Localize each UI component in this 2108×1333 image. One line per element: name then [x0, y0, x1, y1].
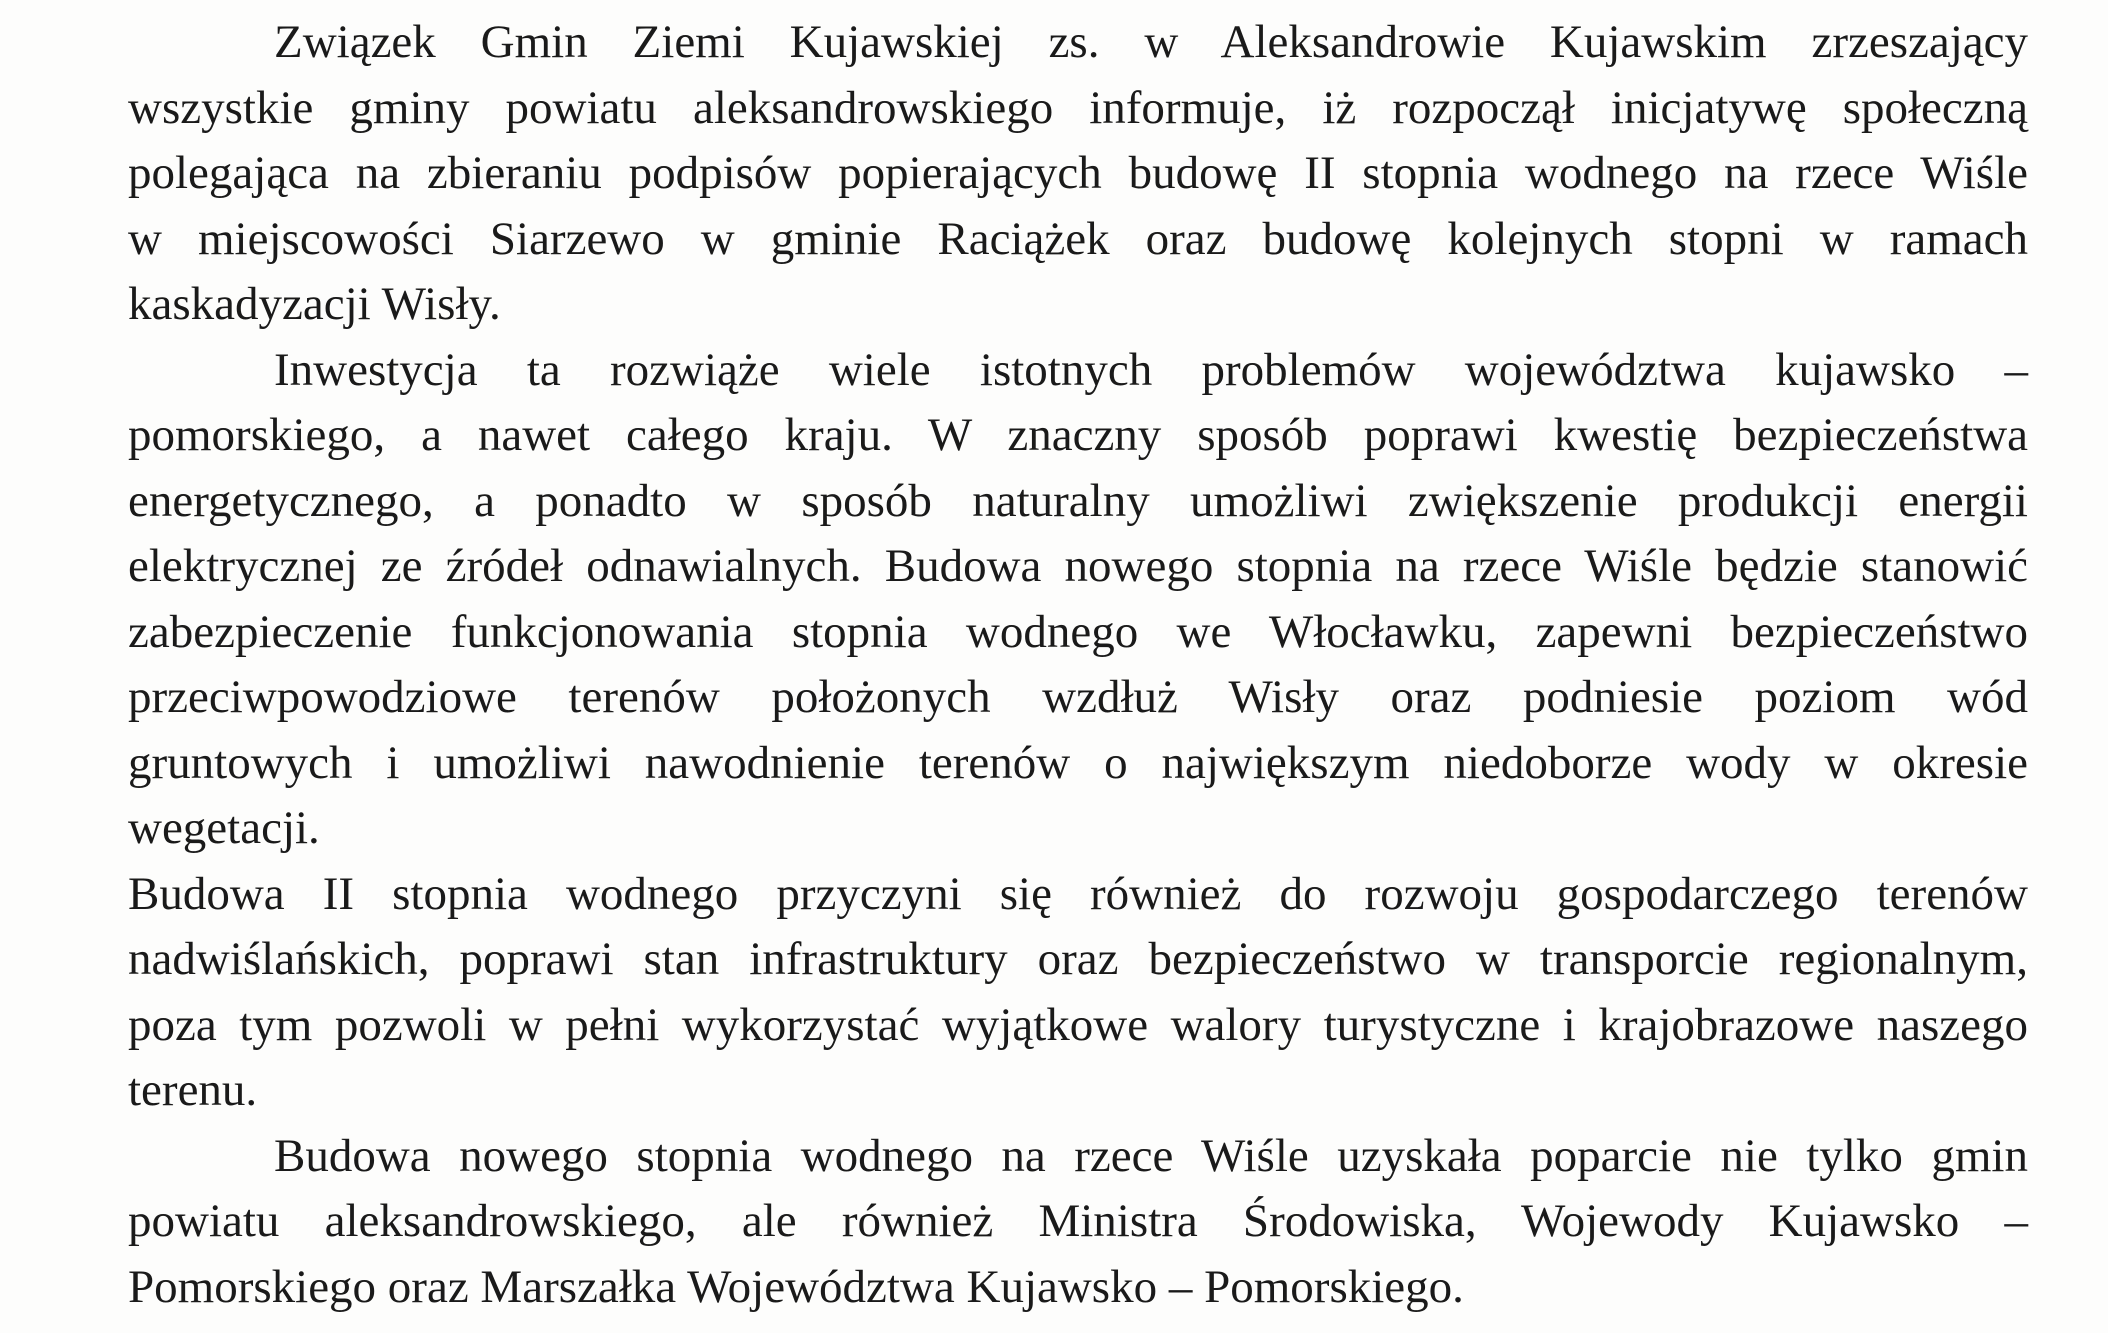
text-line: Budowa II stopnia wodnego przyczyni się również do rozwoju gospodarczego terenów	[128, 867, 2028, 920]
text-line: wszystkie gminy powiatu aleksandrowskiego informuje, iż rozpoczął inicjatywę społeczną	[128, 81, 2028, 134]
text-line: poza tym pozwoli w pełni wykorzystać wyjątkowe walory turystyczne i krajobrazowe naszego	[128, 998, 2028, 1051]
text-line: kaskadyzacji Wisły.	[128, 278, 501, 330]
paragraph-1	[128, 10, 2028, 338]
text-line: Pomorskiego oraz Marszałka Województwa Kujawsko – Pomorskiego.	[128, 1260, 1464, 1313]
text-line: energetycznego, a ponadto w sposób naturalny umożliwi zwiększenie produkcji energii	[128, 474, 2028, 527]
text-line: Inwestycja ta rozwiąże wiele istotnych problemów województwa kujawsko –	[274, 343, 2028, 396]
text-line: terenu.	[128, 1064, 258, 1116]
paragraph-3	[128, 862, 2028, 1124]
document-body	[128, 10, 2028, 1320]
text-line: przeciwpowodziowe terenów położonych wzdłuż Wisły oraz podniesie poziom wód	[128, 671, 2028, 723]
text-line: polegająca na zbieraniu podpisów popierających budowę II stopnia wodnego na rzece Wiśle	[128, 147, 2028, 199]
paragraph-4	[128, 1124, 2028, 1321]
text-line: nadwiślańskich, poprawi stan infrastruktury oraz bezpieczeństwo w transporcie regionalnym,	[128, 933, 2028, 985]
text-line: Związek Gmin Ziemi Kujawskiej zs. w Aleksandrowie Kujawskim zrzeszający	[274, 16, 2028, 68]
text-line: zabezpieczenie funkcjonowania stopnia wodnego we Włocławku, zapewni bezpieczeństwo	[128, 605, 2028, 658]
text-line: powiatu aleksandrowskiego, ale również Ministra Środowiska, Wojewody Kujawsko –	[128, 1195, 2028, 1247]
text-line: gruntowych i umożliwi nawodnienie terenów o największym niedoborze wody w okresie	[128, 736, 2028, 789]
text-line: elektrycznej ze źródeł odnawialnych. Budowa nowego stopnia na rzece Wiśle będzie stanowić	[128, 540, 2028, 592]
text-line: Budowa nowego stopnia wodnego na rzece Wiśle uzyskała poparcie nie tylko gmin	[274, 1129, 2028, 1182]
text-line: pomorskiego, a nawet całego kraju. W znaczny sposób poprawi kwestię bezpieczeństwa	[128, 409, 2028, 461]
text-line: wegetacji.	[128, 802, 320, 854]
text-line: w miejscowości Siarzewo w gminie Raciążek oraz budowę kolejnych stopni w ramach	[128, 212, 2028, 265]
paragraph-2	[128, 338, 2028, 862]
